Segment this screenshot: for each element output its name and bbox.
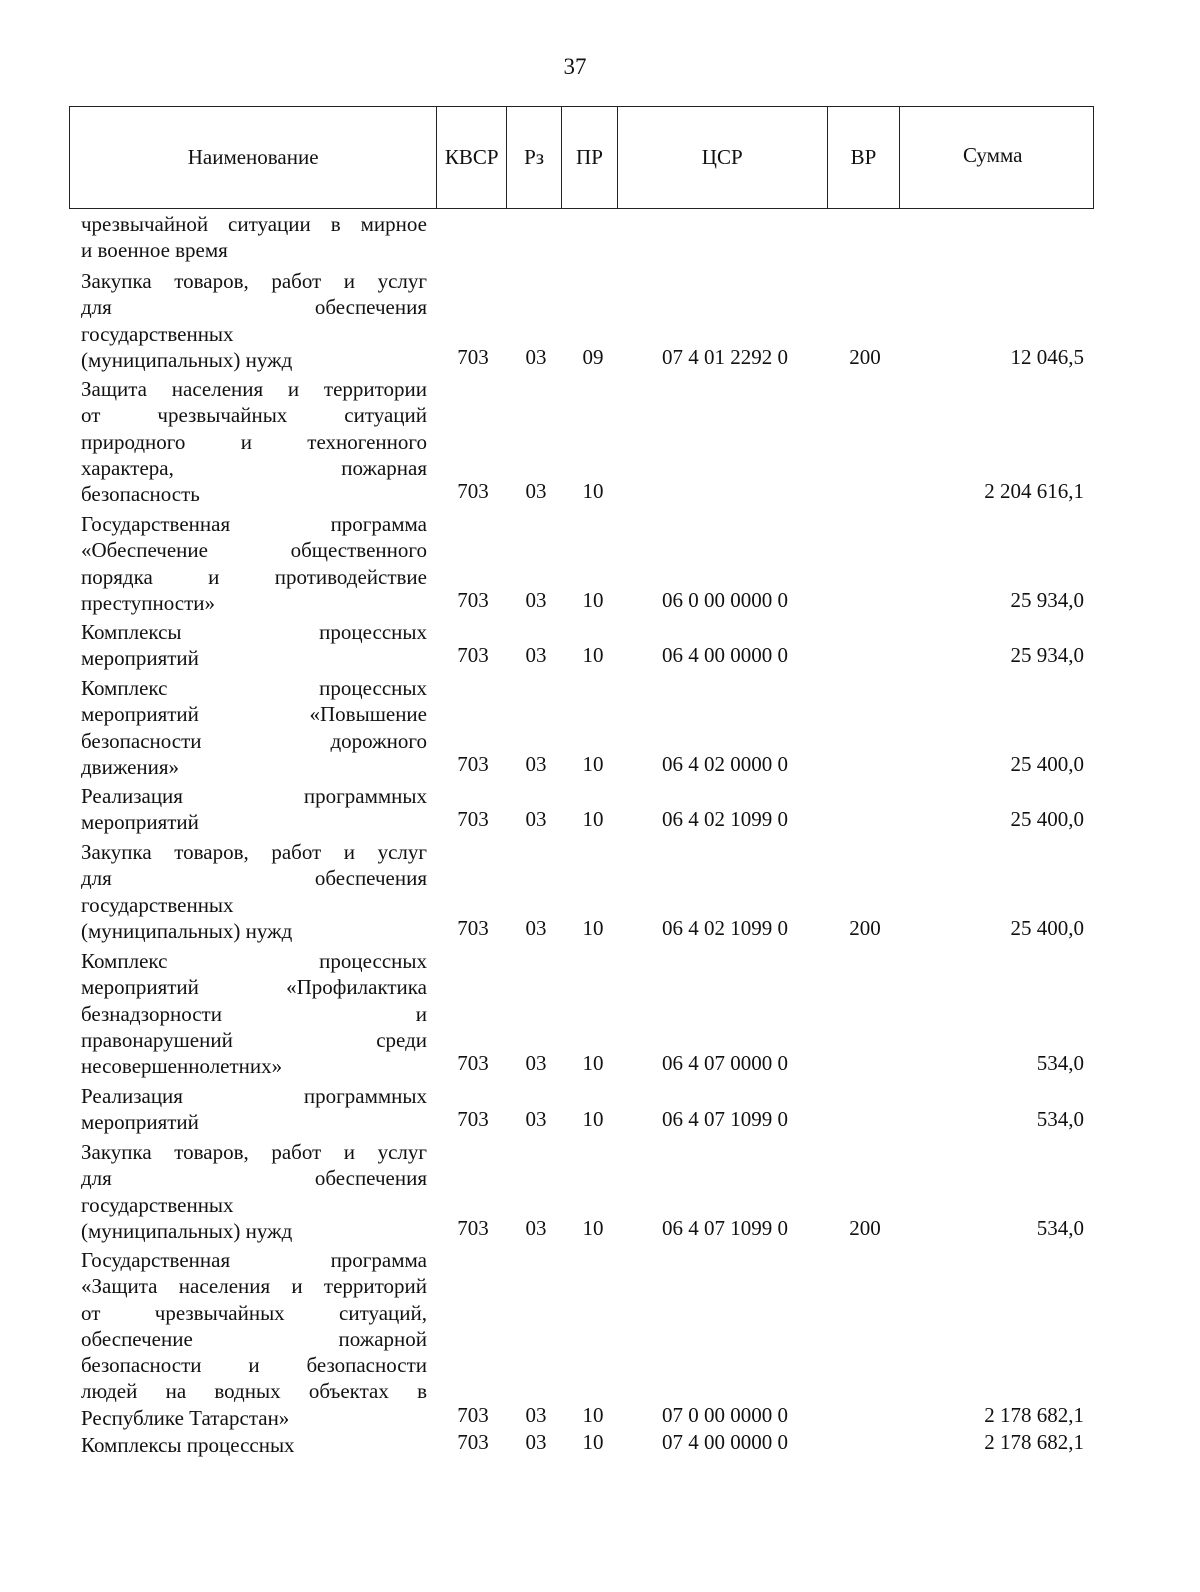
row-name	[81, 1083, 427, 1136]
row-pr: 10	[582, 1430, 604, 1454]
row-name-line: характера, пожарная	[81, 455, 427, 480]
row-name-line: для обеспечения	[81, 1166, 427, 1191]
row-rz: 03	[525, 1402, 547, 1427]
row-name	[81, 948, 427, 1079]
row-name-line: Закупка товаров, работ и услуг	[81, 1140, 427, 1164]
page-number: 37	[563, 54, 587, 79]
row-pr: 10	[582, 587, 604, 612]
row-name-line: правонарушений среди	[81, 1027, 427, 1052]
row-vr: 200	[849, 344, 881, 369]
row-name-line: Комплексы процессных	[81, 620, 427, 644]
row-name-line: Государственная программа	[81, 1248, 427, 1272]
row-name-line: безопасности дорожного	[81, 728, 427, 753]
row-name	[81, 839, 427, 944]
row-name-line: для обеспечения	[81, 866, 427, 891]
row-sum: 534,0	[1036, 1107, 1084, 1132]
row-sum: 25 400,0	[1010, 751, 1084, 776]
row-vr: 200	[849, 915, 881, 940]
row-name	[81, 619, 427, 672]
row-name-line: мероприятий «Повышение	[81, 702, 427, 727]
row-name-line: Республике Татарстан»	[81, 1405, 290, 1430]
row-rz: 03	[525, 344, 547, 369]
row-name-line: государственных	[81, 1192, 234, 1217]
row-kvsr: 703	[457, 1051, 489, 1076]
row-rz: 03	[525, 479, 547, 504]
row-name-line: (муниципальных) нужд	[81, 347, 293, 372]
row-sum: 2 178 682,1	[984, 1430, 1084, 1454]
row-name	[81, 211, 427, 264]
row-name	[81, 1247, 427, 1431]
row-kvsr: 703	[457, 479, 489, 504]
header-kvsr: КВСР	[437, 107, 507, 208]
row-pr: 10	[582, 1107, 604, 1132]
row-sum: 534,0	[1036, 1051, 1084, 1076]
header-sum: Сумма	[962, 143, 1023, 167]
row-sum: 2 204 616,1	[984, 479, 1084, 504]
row-sum: 25 400,0	[1010, 807, 1084, 832]
row-sum: 12 046,5	[1010, 344, 1084, 369]
row-name-line: государственных	[81, 892, 234, 917]
row-name-line: (муниципальных) нужд	[81, 918, 293, 943]
row-pr: 10	[582, 1051, 604, 1076]
row-sum: 25 934,0	[1010, 587, 1084, 612]
row-kvsr: 703	[457, 344, 489, 369]
header-rz: Рз	[507, 107, 562, 208]
row-name-line: «Обеспечение общественного	[81, 538, 427, 563]
row-csr: 07 4 00 0000 0	[662, 1430, 788, 1454]
row-csr: 07 4 01 2292 0	[662, 344, 788, 369]
row-name-line: Закупка товаров, работ и услуг	[81, 840, 427, 864]
row-pr: 10	[582, 643, 604, 668]
row-rz: 03	[525, 1215, 547, 1240]
row-name-line: мероприятий	[81, 810, 199, 835]
row-vr: 200	[849, 1215, 881, 1240]
row-rz: 03	[525, 643, 547, 668]
row-name-line: Защита населения и территории	[81, 377, 427, 401]
row-csr: 06 4 07 0000 0	[662, 1051, 788, 1076]
row-name-line: мероприятий	[81, 1110, 199, 1135]
row-sum: 2 178 682,1	[984, 1402, 1084, 1427]
row-pr: 10	[582, 1215, 604, 1240]
row-rz: 03	[525, 915, 547, 940]
row-csr: 06 4 02 1099 0	[662, 807, 788, 832]
row-csr: 06 4 02 0000 0	[662, 751, 788, 776]
row-name-line: Государственная программа	[81, 512, 427, 536]
row-rz: 03	[525, 807, 547, 832]
row-kvsr: 703	[457, 807, 489, 832]
row-kvsr: 703	[457, 1430, 489, 1454]
row-name-line: государственных	[81, 321, 234, 346]
row-name-line: безопасности и безопасности	[81, 1353, 427, 1378]
row-name-line: безопасность	[81, 482, 200, 507]
row-rz: 03	[525, 1051, 547, 1076]
header-name: Наименование	[70, 107, 437, 208]
row-sum: 25 934,0	[1010, 643, 1084, 668]
header-csr: ЦСР	[618, 107, 828, 208]
row-rz: 03	[525, 587, 547, 612]
row-name-line: Комплексы процессных	[81, 1433, 295, 1457]
row-name-line: и военное время	[81, 238, 228, 263]
row-sum: 25 400,0	[1010, 915, 1084, 940]
row-name	[81, 1139, 427, 1244]
row-pr: 10	[582, 807, 604, 832]
row-name-line: «Защита населения и территорий	[81, 1274, 427, 1299]
row-csr: 07 0 00 0000 0	[662, 1402, 788, 1427]
row-kvsr: 703	[457, 643, 489, 668]
row-name	[81, 675, 427, 780]
row-kvsr: 703	[457, 751, 489, 776]
header-vr: ВР	[828, 107, 901, 208]
row-name-line: порядка и противодействие	[81, 564, 427, 589]
row-name-line: мероприятий «Профилактика	[81, 975, 427, 1000]
header-pr: ПР	[562, 107, 618, 208]
row-name-line: (муниципальных) нужд	[81, 1218, 293, 1243]
row-name-line: мероприятий	[81, 646, 199, 671]
row-name-line: людей на водных объектах в	[81, 1379, 427, 1404]
row-sum: 534,0	[1036, 1215, 1084, 1240]
row-name	[81, 783, 427, 836]
row-name-line: несовершеннолетних»	[81, 1054, 283, 1079]
table-header	[69, 106, 1094, 209]
row-kvsr: 703	[457, 587, 489, 612]
row-pr: 10	[582, 1402, 604, 1427]
row-name-line: Закупка товаров, работ и услуг	[81, 269, 427, 293]
row-rz: 03	[525, 1107, 547, 1132]
row-rz: 03	[525, 1430, 547, 1454]
row-name-line: безнадзорности и	[81, 1001, 427, 1026]
row-csr: 06 4 00 0000 0	[662, 643, 788, 668]
row-csr: 06 4 07 1099 0	[662, 1215, 788, 1240]
row-name-line: от чрезвычайных ситуаций,	[81, 1300, 427, 1325]
row-name-line: чрезвычайной ситуации в мирное	[81, 212, 427, 236]
row-name-line: Реализация программных	[81, 784, 427, 808]
row-name	[81, 376, 427, 507]
row-kvsr: 703	[457, 1402, 489, 1427]
row-name-line: движения»	[81, 754, 180, 779]
row-csr: 06 4 07 1099 0	[662, 1107, 788, 1132]
row-name	[81, 268, 427, 373]
row-kvsr: 703	[457, 915, 489, 940]
row-name-line: обеспечение пожарной	[81, 1326, 427, 1351]
row-name	[81, 511, 427, 616]
row-pr: 10	[582, 479, 604, 504]
row-kvsr: 703	[457, 1107, 489, 1132]
row-name	[81, 1432, 427, 1458]
row-pr: 09	[582, 344, 604, 369]
row-name-line: от чрезвычайных ситуаций	[81, 403, 427, 428]
row-csr: 06 4 02 1099 0	[662, 915, 788, 940]
row-name-line: Комплекс процессных	[81, 676, 427, 700]
row-pr: 10	[582, 915, 604, 940]
row-name-line: преступности»	[81, 590, 216, 615]
row-name-line: для обеспечения	[81, 295, 427, 320]
row-name-line: Реализация программных	[81, 1084, 427, 1108]
row-pr: 10	[582, 751, 604, 776]
row-name-line: природного и техногенного	[81, 429, 427, 454]
row-kvsr: 703	[457, 1215, 489, 1240]
row-name-line: Комплекс процессных	[81, 949, 427, 973]
row-csr: 06 0 00 0000 0	[662, 587, 788, 612]
row-rz: 03	[525, 751, 547, 776]
